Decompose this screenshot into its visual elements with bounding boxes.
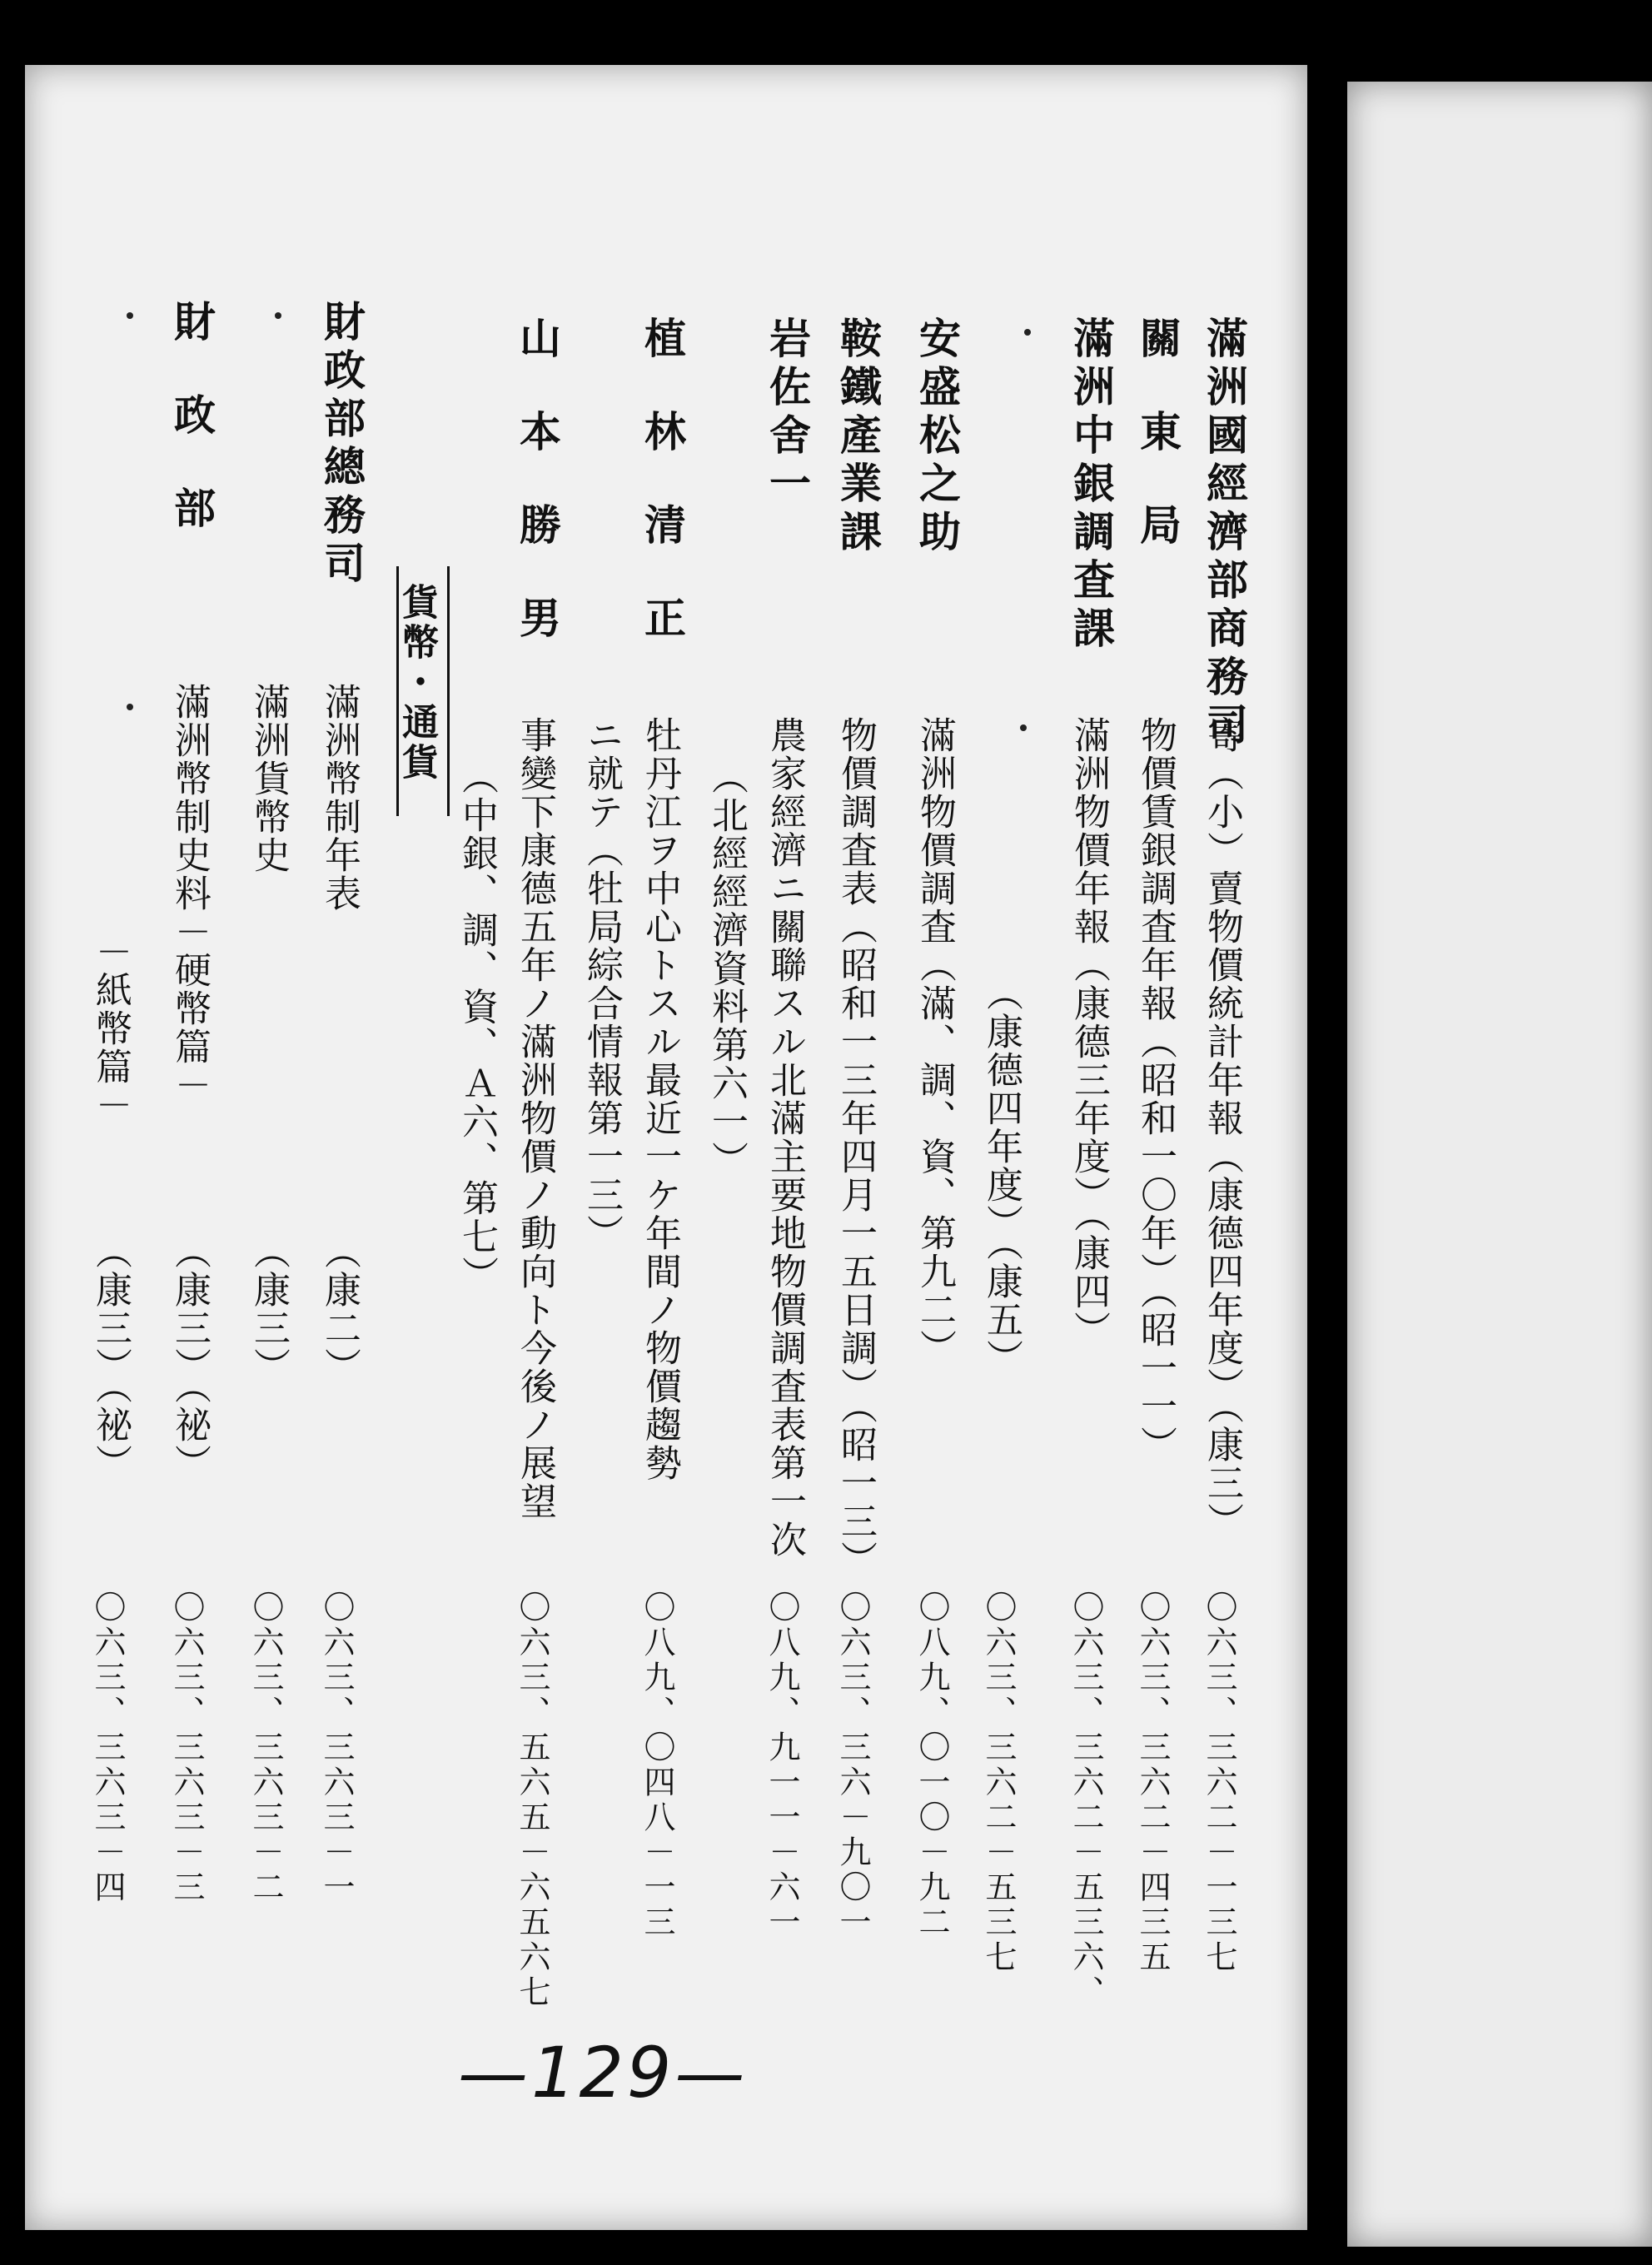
entry-title: 農家經濟ニ關聯スル北滿主要地物價調査表第一次 [764, 716, 806, 1559]
entry-title: 牡丹江ヲ中心トスル最近一ケ年間ノ物價趨勢 [639, 716, 681, 1482]
entry-title-cont: ニ就テ（牡局綜合情報第一三） [580, 716, 623, 1252]
entry-code: 〇八九、〇四八－一三 [639, 1590, 675, 1940]
entry-title: 事變下康德五年ノ滿洲物價ノ動向ト今後ノ展望 [514, 716, 556, 1521]
entry-dept: 財政部總務司 [317, 300, 366, 590]
entry-dept: 鞍鐵產業課 [833, 316, 883, 558]
entry-dept: 滿洲國經濟部商務司 [1200, 316, 1249, 751]
entry-dept: 山本勝男 [513, 316, 562, 689]
facing-page [1347, 82, 1652, 2247]
entry-title: 滿洲貨幣史 [247, 683, 290, 874]
entry-code: 〇六三、五六五－六五六七 [514, 1590, 550, 2010]
entry-title: 滿洲物價年報（康德三年度）（康四） [1067, 716, 1110, 1349]
entry-dept: 安盛松之助 [913, 316, 962, 558]
entry-code: 〇六三、三六三－二 [247, 1590, 284, 1905]
entry-title: 滿洲幣制史料－硬幣篇－ [168, 683, 211, 1104]
entry-dept: 植林清正 [638, 316, 687, 689]
margin-mark [127, 312, 133, 319]
entry-code: 〇八九、九一一－六一 [764, 1590, 800, 1940]
entry-title: 物價賃銀調査年報（昭和一〇年）（昭一一） [1134, 716, 1177, 1464]
entry-code: 〇六三、三六二－五三六、 [1067, 1590, 1104, 2010]
entry-title: 寄（小）賣物價統計年報（康德四年度）（康三） [1201, 716, 1243, 1541]
entry-dept: 滿洲中銀調査課 [1067, 316, 1116, 655]
entry-dept: 財政部 [167, 300, 216, 580]
entry-code: 〇八九、〇一〇－九二 [913, 1590, 950, 1940]
margin-mark [1020, 724, 1027, 731]
entry-code: 〇六三、三六三－一 [318, 1590, 355, 1905]
entry-title-cont: （中銀、調、資、Ａ六、第七） [455, 758, 498, 1294]
entry-title-cont: －紙幣篇－ [89, 933, 132, 1124]
entry-dept: 關東局 [1133, 316, 1182, 596]
entry-title-cont: （北經經濟資料第六一） [705, 758, 748, 1179]
entry-title: 物價調査表（昭和一三年四月一五日調）（昭一三） [834, 716, 877, 1579]
entry-title: 滿洲幣制年表 [318, 683, 361, 913]
entry-code: 〇六三、三六三－四 [89, 1590, 126, 1905]
margin-mark [1024, 329, 1031, 336]
entry-code: 〇六三、三六二－五三七 [980, 1590, 1017, 1975]
page-number: —129— [458, 2032, 749, 2113]
margin-mark [127, 704, 133, 710]
entry-code: 〇六三、三六三－三 [168, 1590, 205, 1905]
entry-code: 〇六三、三六－九〇一 [834, 1590, 871, 1940]
entry-title: 滿洲物價調査（滿、調、資、第九二） [913, 716, 956, 1367]
entry-note: （康三） [247, 1232, 290, 1386]
entry-code: 〇六三、三六二－一三七 [1201, 1590, 1237, 1975]
entry-title: （康德四年度）（康五） [980, 974, 1023, 1377]
entry-note: （康三）（祕） [168, 1232, 211, 1482]
section-heading: 貨幣・通貨 [396, 583, 438, 783]
entry-dept: 岩佐舍一 [763, 316, 812, 510]
entry-note: （康二） [318, 1232, 361, 1386]
margin-mark [275, 312, 281, 319]
entry-code: 〇六三、三六二－四三五 [1134, 1590, 1171, 1975]
entry-note: （康三）（祕） [89, 1232, 132, 1482]
